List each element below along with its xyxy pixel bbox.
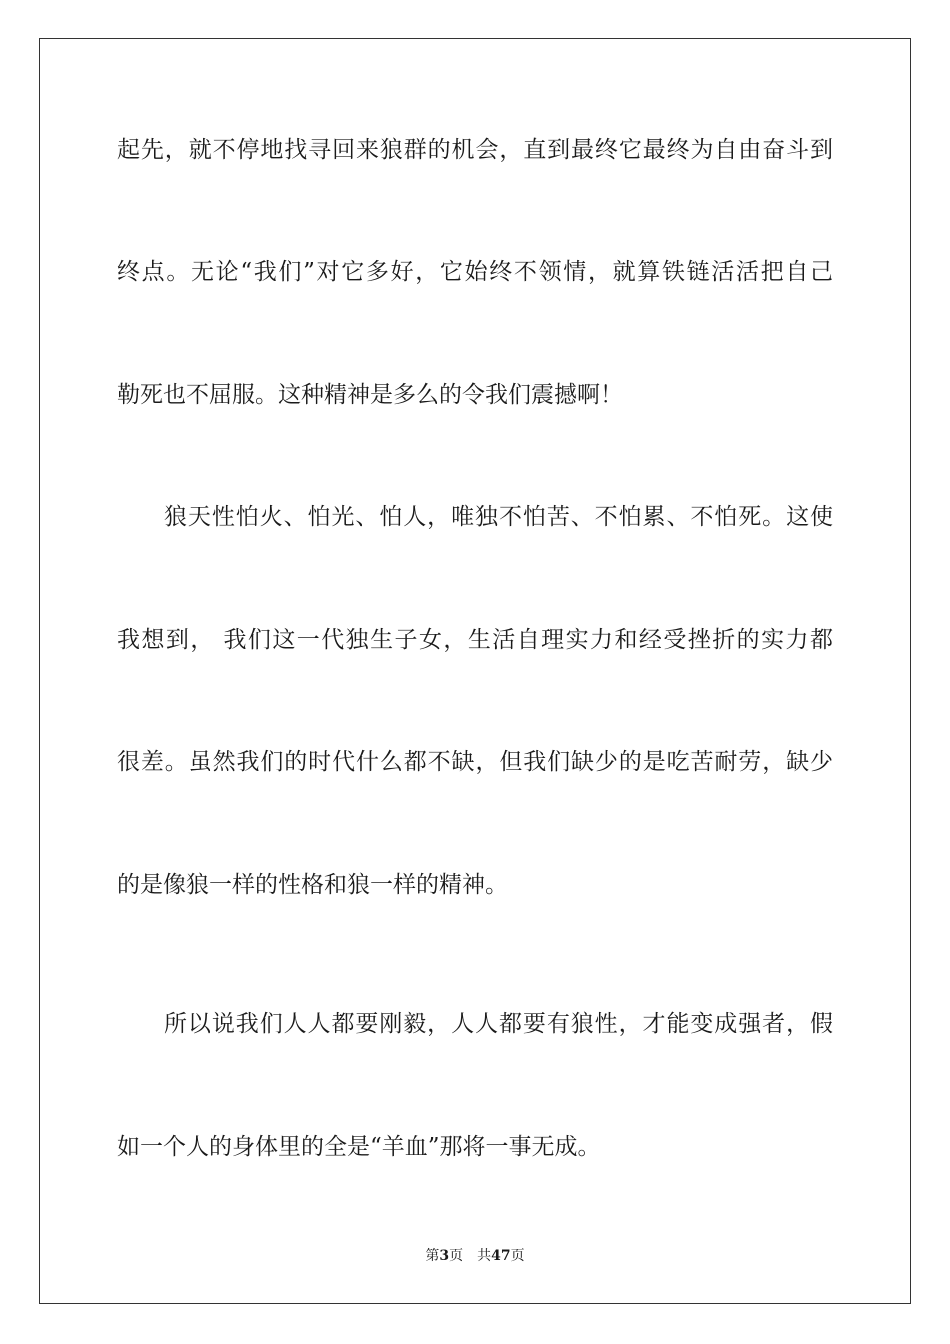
text-line: 的是像狼一样的性格和狼一样的精神。 [117, 872, 508, 898]
text-line: 终点。无论“我们”对它多好，它始终不领情，就算铁链活活把自己 [117, 259, 833, 285]
text-line: 很差。虽然我们的时代什么都不缺，但我们缺少的是吃苦耐劳，缺少 [117, 749, 833, 775]
total-prefix: 共 [477, 1248, 492, 1264]
page-footer [0, 1246, 950, 1266]
total-suffix: 页 [510, 1248, 525, 1264]
page-number: 3 [439, 1248, 450, 1264]
text-line: 起先，就不停地找寻回来狼群的机会，直到最终它最终为自由奋斗到 [117, 137, 833, 163]
text-line: 所以说我们人人都要刚毅，人人都要有狼性，才能变成强者，假 [164, 1011, 833, 1037]
text-line: 勒死也不屈服。这种精神是多么的令我们震撼啊！ [117, 382, 623, 408]
page-prefix: 第 [425, 1248, 440, 1264]
text-line: 我想到， 我们这一代独生子女，生活自理实力和经受挫折的实力都 [117, 627, 833, 653]
page-suffix: 页 [449, 1248, 464, 1264]
page-border [39, 38, 911, 1304]
text-line: 狼天性怕火、怕光、怕人，唯独不怕苦、不怕累、不怕死。这使 [164, 504, 833, 530]
total-pages: 47 [491, 1248, 511, 1264]
text-line: 如一个人的身体里的全是“羊血”那将一事无成。 [117, 1134, 601, 1160]
